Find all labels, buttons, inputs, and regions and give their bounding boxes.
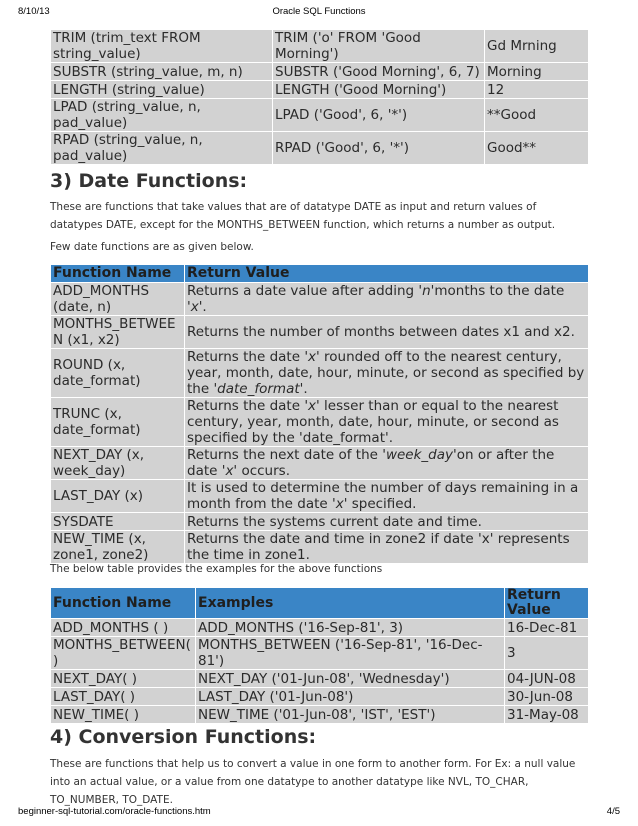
date-functions-heading: 3) Date Functions: bbox=[50, 170, 248, 192]
example-cell: ADD_MONTHS ('16-Sep-81', 3) bbox=[196, 619, 505, 637]
return-value-cell: 04-JUN-08 bbox=[505, 670, 589, 688]
column-header: Return Value bbox=[505, 588, 589, 619]
example-cell: LAST_DAY ('01-Jun-08') bbox=[196, 688, 505, 706]
function-name-cell: SYSDATE bbox=[51, 513, 185, 531]
page-number: 4/5 bbox=[606, 806, 620, 817]
page-header bbox=[18, 6, 620, 18]
table-header-row bbox=[51, 265, 589, 283]
return-value-cell: Returns the date and time in zone2 if date 'x' represents the time in zone1. bbox=[185, 531, 589, 564]
table-header-row bbox=[51, 588, 589, 619]
result-cell: 12 bbox=[485, 81, 589, 99]
result-cell: Gd Mrning bbox=[485, 30, 589, 63]
function-name-cell: NEXT_DAY( ) bbox=[51, 670, 196, 688]
table-row bbox=[51, 30, 589, 63]
example-cell: RPAD ('Good', 6, '*') bbox=[273, 132, 485, 165]
function-cell: RPAD (string_value, n, pad_value) bbox=[51, 132, 273, 165]
function-name-cell: TRUNC (x, date_format) bbox=[51, 398, 185, 447]
table-row bbox=[51, 670, 589, 688]
page-footer bbox=[18, 806, 620, 818]
return-value-cell: 30-Jun-08 bbox=[505, 688, 589, 706]
table-row bbox=[51, 398, 589, 447]
return-value-cell: 16-Dec-81 bbox=[505, 619, 589, 637]
example-cell: LPAD ('Good', 6, '*') bbox=[273, 99, 485, 132]
table-row bbox=[51, 688, 589, 706]
function-name-cell: MONTHS_BETWEEN( ) bbox=[51, 637, 196, 670]
example-cell: SUBSTR ('Good Morning', 6, 7) bbox=[273, 63, 485, 81]
document-title: Oracle SQL Functions bbox=[272, 6, 366, 17]
table-row bbox=[51, 349, 589, 398]
return-value-cell: Returns the systems current date and time. bbox=[185, 513, 589, 531]
example-cell: NEXT_DAY ('01-Jun-08', 'Wednesday') bbox=[196, 670, 505, 688]
return-value-cell: Returns the date 'x' lesser than or equal to the nearest century, year, month, date, hour, minute, or second as specified by the 'date_format'. bbox=[185, 398, 589, 447]
return-value-cell: Returns the next date of the 'week_day'on or after the date 'x' occurs. bbox=[185, 447, 589, 480]
table-row bbox=[51, 447, 589, 480]
column-header: Function Name bbox=[51, 588, 196, 619]
function-name-cell: NEXT_DAY (x, week_day) bbox=[51, 447, 185, 480]
result-cell: Good** bbox=[485, 132, 589, 165]
function-name-cell: ADD_MONTHS (date, n) bbox=[51, 283, 185, 316]
return-value-cell: Returns the number of months between dates x1 and x2. bbox=[185, 316, 589, 349]
table-row bbox=[51, 480, 589, 513]
example-cell: MONTHS_BETWEEN ('16-Sep-81', '16-Dec-81') bbox=[196, 637, 505, 670]
result-cell: **Good bbox=[485, 99, 589, 132]
print-date: 8/10/13 bbox=[18, 6, 50, 17]
function-name-cell: ROUND (x, date_format) bbox=[51, 349, 185, 398]
table-row bbox=[51, 513, 589, 531]
conversion-functions-intro: These are functions that help us to convert a value in one form to another form. For Ex: a null value into an actual value, or a value from one datatype to another datatype like NVL, TO_CHAR, TO_NUMBER, TO_DATE. bbox=[50, 758, 576, 806]
string-functions-table bbox=[50, 29, 589, 165]
function-name-cell: MONTHS_BETWEEN (x1, x2) bbox=[51, 316, 185, 349]
function-name-cell: LAST_DAY (x) bbox=[51, 480, 185, 513]
examples-intro: The below table provides the examples for the above functions bbox=[50, 563, 383, 575]
date-functions-few: Few date functions are as given below. bbox=[50, 241, 254, 253]
date-functions-intro: These are functions that take values that are of datatype DATE as input and return values of datatypes DATE, except for the MONTHS_BETWEEN function, which returns a number as output. bbox=[50, 201, 556, 231]
example-cell: LENGTH ('Good Morning') bbox=[273, 81, 485, 99]
function-name-cell: LAST_DAY( ) bbox=[51, 688, 196, 706]
table-row bbox=[51, 531, 589, 564]
example-cell: NEW_TIME ('01-Jun-08', 'IST', 'EST') bbox=[196, 706, 505, 724]
table-row bbox=[51, 99, 589, 132]
table-row bbox=[51, 637, 589, 670]
table-row bbox=[51, 283, 589, 316]
source-url: beginner-sql-tutorial.com/oracle-functions.htm bbox=[18, 806, 211, 817]
column-header: Function Name bbox=[51, 265, 185, 283]
table-row bbox=[51, 619, 589, 637]
result-cell: Morning bbox=[485, 63, 589, 81]
date-examples-table bbox=[50, 587, 589, 724]
conversion-functions-heading: 4) Conversion Functions: bbox=[50, 726, 317, 748]
function-cell: TRIM (trim_text FROM string_value) bbox=[51, 30, 273, 63]
return-value-cell: Returns the date 'x' rounded off to the nearest century, year, month, date, hour, minute, or second as specified by the 'date_format'. bbox=[185, 349, 589, 398]
function-name-cell: NEW_TIME (x, zone1, zone2) bbox=[51, 531, 185, 564]
function-cell: LENGTH (string_value) bbox=[51, 81, 273, 99]
column-header: Examples bbox=[196, 588, 505, 619]
table-row bbox=[51, 706, 589, 724]
function-name-cell: ADD_MONTHS ( ) bbox=[51, 619, 196, 637]
return-value-cell: 31-May-08 bbox=[505, 706, 589, 724]
function-cell: SUBSTR (string_value, m, n) bbox=[51, 63, 273, 81]
table-row bbox=[51, 81, 589, 99]
return-value-cell: 3 bbox=[505, 637, 589, 670]
function-name-cell: NEW_TIME( ) bbox=[51, 706, 196, 724]
function-cell: LPAD (string_value, n, pad_value) bbox=[51, 99, 273, 132]
table-row bbox=[51, 132, 589, 165]
table-row bbox=[51, 316, 589, 349]
date-functions-table bbox=[50, 264, 589, 564]
return-value-cell: Returns a date value after adding 'n'months to the date 'x'. bbox=[185, 283, 589, 316]
table-row bbox=[51, 63, 589, 81]
return-value-cell: It is used to determine the number of days remaining in a month from the date 'x' specified. bbox=[185, 480, 589, 513]
column-header: Return Value bbox=[185, 265, 589, 283]
example-cell: TRIM ('o' FROM 'Good Morning') bbox=[273, 30, 485, 63]
